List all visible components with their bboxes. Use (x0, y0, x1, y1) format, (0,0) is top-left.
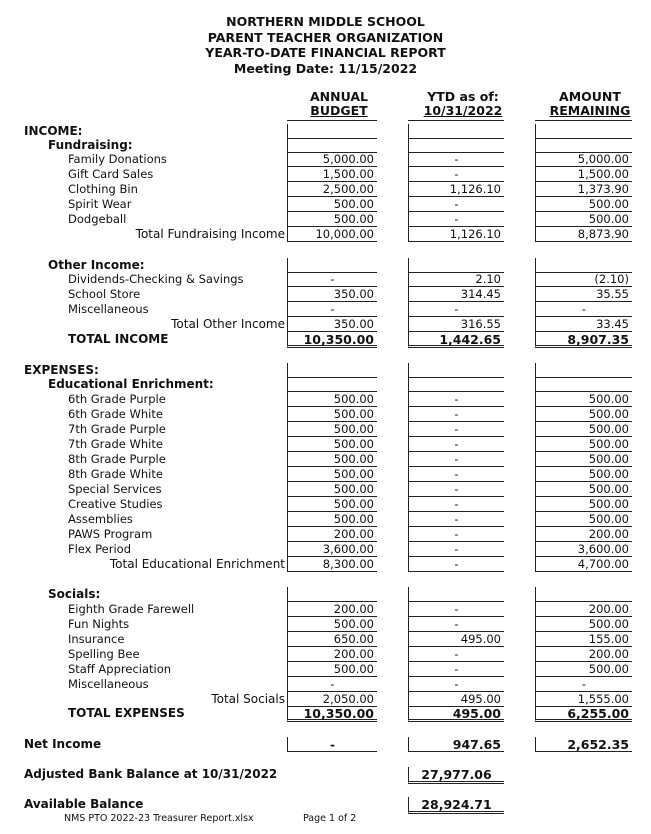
remaining-value: 500.00 (535, 467, 632, 482)
budget-value: 10,000.00 (287, 227, 377, 242)
ytd-value: - (408, 662, 504, 677)
budget-value: 200.00 (287, 647, 377, 662)
remaining-value: 3,600.00 (535, 542, 632, 557)
remaining-value: 500.00 (535, 617, 632, 632)
ytd-value: 1,126.10 (408, 227, 504, 242)
ytd-value: 314.45 (408, 287, 504, 302)
ytd-value: 28,924.71 (408, 797, 504, 814)
column-header-budget-line2: BUDGET (310, 103, 368, 118)
ledger-row (0, 767, 651, 782)
ledger-row (0, 363, 651, 378)
remaining-value: 500.00 (535, 452, 632, 467)
empty-cell (535, 258, 632, 273)
section-heading: INCOME: (24, 124, 83, 138)
empty-cell (408, 138, 504, 153)
budget-value: 350.00 (287, 317, 377, 332)
ytd-value: - (408, 302, 504, 317)
summary-label: Available Balance (24, 797, 144, 811)
budget-value: 350.00 (287, 287, 377, 302)
budget-value: 500.00 (287, 422, 377, 437)
budget-value: 10,350.00 (287, 706, 377, 722)
line-item-label: Dividends-Checking & Savings (68, 272, 244, 286)
remaining-value: - (535, 302, 632, 317)
ledger-row (0, 258, 651, 273)
meeting-date: Meeting Date: 11/15/2022 (233, 60, 418, 76)
subtotal-label: Total Fundraising Income (135, 227, 285, 241)
ledger-row (0, 392, 651, 407)
ledger-row (0, 467, 651, 482)
ledger-row (0, 527, 651, 542)
footer-page-number: Page 1 of 2 (303, 813, 357, 824)
section-heading: Educational Enrichment: (48, 377, 214, 391)
budget-value: 2,500.00 (287, 182, 377, 197)
ledger-row (0, 377, 651, 392)
organization-name: PARENT TEACHER ORGANIZATION (207, 29, 444, 45)
ytd-value: - (408, 482, 504, 497)
ledger-row (0, 138, 651, 153)
ytd-value: 495.00 (408, 632, 504, 647)
empty-cell (408, 587, 504, 602)
line-item-label: 8th Grade Purple (68, 452, 166, 466)
subtotal-label: Total Socials (211, 692, 285, 706)
budget-value: 500.00 (287, 662, 377, 677)
budget-value: 500.00 (287, 452, 377, 467)
ledger-row (0, 617, 651, 632)
summary-label: Adjusted Bank Balance at 10/31/2022 (24, 767, 278, 781)
budget-value: 500.00 (287, 212, 377, 227)
ytd-value: 27,977.06 (408, 767, 504, 784)
remaining-value: 5,000.00 (535, 152, 632, 167)
remaining-value: 4,700.00 (535, 557, 632, 572)
ledger-row (0, 182, 651, 197)
ledger-row (0, 422, 651, 437)
ledger-row (0, 272, 651, 287)
empty-cell (408, 124, 504, 139)
ytd-value: - (408, 497, 504, 512)
ytd-value: - (408, 407, 504, 422)
ytd-value: 1,126.10 (408, 182, 504, 197)
remaining-value: 1,500.00 (535, 167, 632, 182)
line-item-label: Dodgeball (68, 212, 127, 226)
school-name: NORTHERN MIDDLE SCHOOL (226, 14, 425, 29)
ytd-value: 495.00 (408, 706, 504, 722)
empty-cell (535, 587, 632, 602)
ytd-value: - (408, 512, 504, 527)
grand-total-label: TOTAL INCOME (68, 332, 169, 346)
ledger-row (0, 124, 651, 139)
line-item-label: School Store (68, 287, 141, 301)
empty-cell (408, 363, 504, 378)
line-item-label: Gift Card Sales (68, 167, 154, 181)
ytd-value: 947.65 (408, 737, 504, 752)
budget-value: 5,000.00 (287, 152, 377, 167)
remaining-value: 500.00 (535, 482, 632, 497)
line-item-label: Creative Studies (68, 497, 163, 511)
empty-cell (535, 124, 632, 139)
ledger-row (0, 737, 651, 752)
empty-cell (408, 258, 504, 273)
remaining-value: 500.00 (535, 422, 632, 437)
budget-value: 500.00 (287, 617, 377, 632)
ytd-value: - (408, 557, 504, 572)
remaining-value: 500.00 (535, 197, 632, 212)
remaining-value: 8,873.90 (535, 227, 632, 242)
budget-value: 500.00 (287, 407, 377, 422)
empty-cell (287, 587, 377, 602)
ledger-row (0, 167, 651, 182)
line-item-label: 7th Grade White (68, 437, 163, 451)
ledger-row (0, 302, 651, 317)
summary-label: Net Income (24, 737, 102, 751)
ledger-row (0, 512, 651, 527)
remaining-value: 500.00 (535, 212, 632, 227)
column-header-remaining-line1: AMOUNT (559, 89, 621, 104)
line-item-label: Family Donations (68, 152, 167, 166)
remaining-value: (2.10) (535, 272, 632, 287)
budget-value: 500.00 (287, 197, 377, 212)
line-item-label: Assemblies (68, 512, 133, 526)
section-heading: EXPENSES: (24, 363, 99, 377)
remaining-value: 200.00 (535, 602, 632, 617)
empty-cell (535, 138, 632, 153)
empty-cell (408, 377, 504, 392)
ytd-value: - (408, 167, 504, 182)
ledger-row (0, 437, 651, 452)
budget-value: 10,350.00 (287, 332, 377, 348)
column-header-ytd-line2: 10/31/2022 (423, 103, 503, 118)
empty-cell (535, 377, 632, 392)
ytd-value: - (408, 212, 504, 227)
ledger-row (0, 647, 651, 662)
ytd-value: 495.00 (408, 692, 504, 707)
ledger-row (0, 482, 651, 497)
remaining-value: 1,373.90 (535, 182, 632, 197)
section-heading: Socials: (48, 587, 101, 601)
ledger-row (0, 797, 651, 812)
grand-total-label: TOTAL EXPENSES (68, 706, 185, 720)
ledger-row (0, 632, 651, 647)
ytd-value: 2.10 (408, 272, 504, 287)
budget-value: 3,600.00 (287, 542, 377, 557)
ledger-row (0, 677, 651, 692)
footer-filename: NMS PTO 2022-23 Treasurer Report.xlsx (64, 813, 254, 824)
remaining-value: 155.00 (535, 632, 632, 647)
budget-value: 500.00 (287, 482, 377, 497)
column-header-budget-line1: ANNUAL (309, 89, 368, 104)
ytd-value: - (408, 437, 504, 452)
line-item-label: 6th Grade White (68, 407, 163, 421)
remaining-value: 500.00 (535, 497, 632, 512)
remaining-value: 1,555.00 (535, 692, 632, 707)
ledger-row (0, 212, 651, 227)
budget-value: 650.00 (287, 632, 377, 647)
ledger-row (0, 152, 651, 167)
budget-value: - (287, 737, 377, 752)
line-item-label: Insurance (68, 632, 125, 646)
ytd-value: - (408, 392, 504, 407)
budget-value: 2,050.00 (287, 692, 377, 707)
remaining-value: 500.00 (535, 512, 632, 527)
section-heading: Fundraising: (48, 138, 133, 152)
budget-value: - (287, 272, 377, 287)
column-header-remaining-line2: REMAINING (549, 103, 631, 118)
empty-cell (287, 363, 377, 378)
ytd-value: 316.55 (408, 317, 504, 332)
budget-value: 500.00 (287, 467, 377, 482)
ytd-value: - (408, 542, 504, 557)
ledger-row (0, 662, 651, 677)
line-item-label: Miscellaneous (68, 302, 149, 316)
ledger-row (0, 497, 651, 512)
line-item-label: Miscellaneous (68, 677, 149, 691)
line-item-label: PAWS Program (68, 527, 153, 541)
ytd-value: - (408, 467, 504, 482)
remaining-value: 200.00 (535, 527, 632, 542)
remaining-value: 500.00 (535, 392, 632, 407)
budget-value: 1,500.00 (287, 167, 377, 182)
ledger-row (0, 407, 651, 422)
budget-value: 200.00 (287, 527, 377, 542)
remaining-value: - (535, 677, 632, 692)
budget-value: 500.00 (287, 497, 377, 512)
remaining-value: 500.00 (535, 407, 632, 422)
budget-value: 8,300.00 (287, 557, 377, 572)
line-item-label: Eighth Grade Farewell (68, 602, 195, 616)
remaining-value: 2,652.35 (535, 737, 632, 752)
remaining-value: 500.00 (535, 437, 632, 452)
ledger-row (0, 332, 651, 347)
ytd-value: - (408, 452, 504, 467)
budget-value: 500.00 (287, 392, 377, 407)
ytd-value: - (408, 617, 504, 632)
line-item-label: Staff Appreciation (68, 662, 172, 676)
line-item-label: Flex Period (68, 542, 132, 556)
ledger-row (0, 692, 651, 707)
ledger-row (0, 197, 651, 212)
remaining-value: 6,255.00 (535, 706, 632, 722)
line-item-label: Clothing Bin (68, 182, 138, 196)
ledger-row (0, 557, 651, 572)
remaining-value: 500.00 (535, 662, 632, 677)
line-item-label: 7th Grade Purple (68, 422, 166, 436)
ledger-row (0, 706, 651, 721)
budget-value: - (287, 677, 377, 692)
ytd-value: - (408, 422, 504, 437)
ledger-row (0, 602, 651, 617)
section-heading: Other Income: (48, 258, 145, 272)
remaining-value: 35.55 (535, 287, 632, 302)
column-header-ytd-line1: YTD as of: (427, 89, 499, 104)
ledger-row (0, 287, 651, 302)
ledger-row (0, 542, 651, 557)
budget-value: 500.00 (287, 437, 377, 452)
budget-value: - (287, 302, 377, 317)
budget-value: 500.00 (287, 512, 377, 527)
subtotal-label: Total Educational Enrichment (109, 557, 285, 571)
subtotal-label: Total Other Income (171, 317, 285, 331)
remaining-value: 200.00 (535, 647, 632, 662)
remaining-value: 8,907.35 (535, 332, 632, 348)
budget-value: 200.00 (287, 602, 377, 617)
line-item-label: Special Services (68, 482, 162, 496)
ytd-value: 1,442.65 (408, 332, 504, 348)
empty-cell (287, 124, 377, 139)
empty-cell (287, 258, 377, 273)
ytd-value: - (408, 602, 504, 617)
empty-cell (535, 363, 632, 378)
ytd-value: - (408, 677, 504, 692)
line-item-label: Spirit Wear (68, 197, 132, 211)
remaining-value: 33.45 (535, 317, 632, 332)
ytd-value: - (408, 197, 504, 212)
line-item-label: Spelling Bee (68, 647, 140, 661)
empty-cell (287, 138, 377, 153)
ytd-value: - (408, 152, 504, 167)
report-title: YEAR-TO-DATE FINANCIAL REPORT (205, 45, 446, 60)
line-item-label: 8th Grade White (68, 467, 163, 481)
ytd-value: - (408, 647, 504, 662)
empty-cell (287, 377, 377, 392)
ledger-row (0, 452, 651, 467)
line-item-label: 6th Grade Purple (68, 392, 166, 406)
ledger-row (0, 227, 651, 242)
line-item-label: Fun Nights (68, 617, 130, 631)
ledger-row (0, 587, 651, 602)
ledger-row (0, 317, 651, 332)
ytd-value: - (408, 527, 504, 542)
